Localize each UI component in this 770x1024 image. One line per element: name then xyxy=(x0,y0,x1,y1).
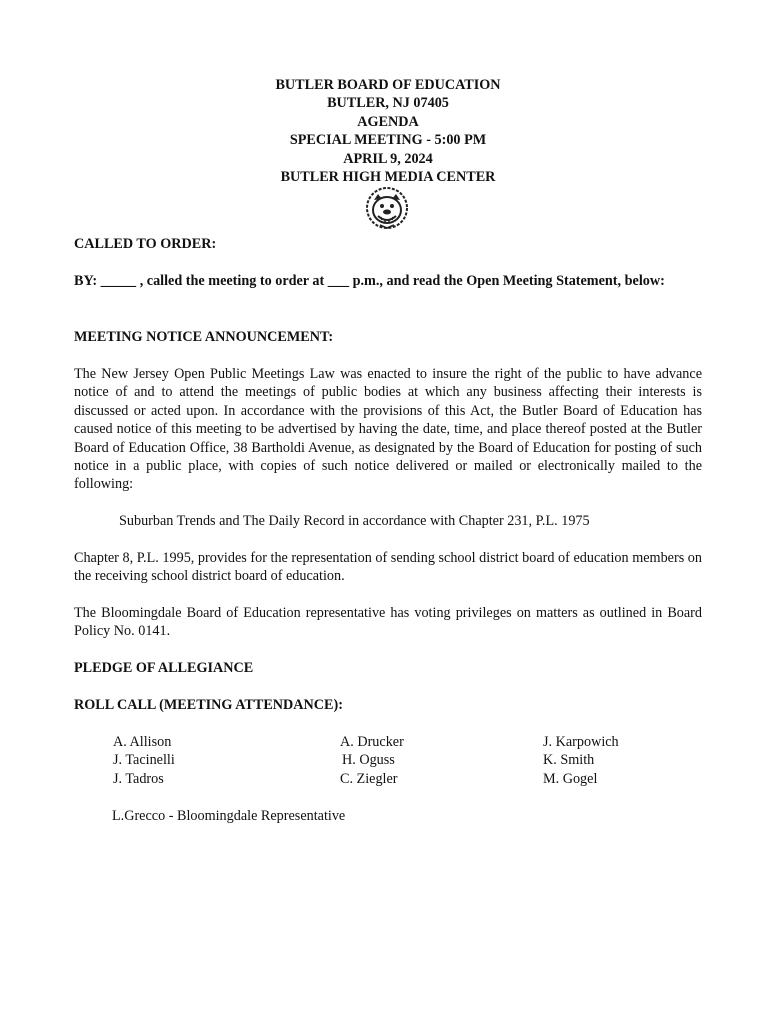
chapter-paragraph: Chapter 8, P.L. 1995, provides for the representation of sending school district board of education members on the receiving school district board of education. xyxy=(74,550,702,585)
header-agenda: AGENDA xyxy=(357,113,419,130)
meeting-notice-paragraph: The New Jersey Open Public Meetings Law was enacted to insure the right of the public to have advance notice of and to attend the meetings of public bodies at which any business affecting their interests is discussed or acted upon. In accordance with the provisions of this Act, the Butler Board of Education has caused notice of this meeting to be advertised by having the date, time, and place thereof posted at the Butler Board of Education Office, 38 Bartholdi Avenue, as designated by the Board of Education for posting of such notice in a public place, with copies of such notice delivered or mailed or electronically mailed to the following: xyxy=(74,366,702,493)
header-address: BUTLER, NJ 07405 xyxy=(327,95,449,112)
bulldog-mascot-icon xyxy=(365,186,409,230)
roll-call-column-1 xyxy=(113,733,175,788)
meeting-notice-heading: MEETING NOTICE ANNOUNCEMENT: xyxy=(74,329,334,345)
pledge-heading: PLEDGE OF ALLEGIANCE xyxy=(74,660,254,676)
member-name: J. Tacinelli xyxy=(113,752,175,769)
document-header xyxy=(0,76,770,186)
member-name: C. Ziegler xyxy=(340,770,398,787)
header-date: APRIL 9, 2024 xyxy=(343,150,433,167)
called-to-order-heading: CALLED TO ORDER: xyxy=(74,236,217,252)
member-name: A. Allison xyxy=(113,734,172,750)
member-name: K. Smith xyxy=(543,752,595,769)
header-meeting-type: SPECIAL MEETING - 5:00 PM xyxy=(289,132,487,149)
header-location: BUTLER HIGH MEDIA CENTER xyxy=(280,169,496,186)
bloomingdale-paragraph: The Bloomingdale Board of Education representative has voting privileges on matters as outlined in Board Policy No. 0141. xyxy=(74,605,702,640)
called-by-line: BY: _____ , called the meeting to order at ___ p.m., and read the Open Meeting Statement, below: xyxy=(74,273,665,289)
member-name: J. Tadros xyxy=(113,770,164,787)
member-name: M. Gogel xyxy=(543,770,598,787)
header-board-name: BUTLER BOARD OF EDUCATION xyxy=(275,77,501,93)
roll-call-heading: ROLL CALL (MEETING ATTENDANCE): xyxy=(74,697,343,713)
member-name: A. Drucker xyxy=(340,734,404,750)
bloomingdale-representative: L.Grecco - Bloomingdale Representative xyxy=(112,808,346,824)
newspapers-line: Suburban Trends and The Daily Record in accordance with Chapter 231, P.L. 1975 xyxy=(119,513,590,529)
roll-call-column-2 xyxy=(340,733,404,788)
member-name: H. Oguss xyxy=(342,752,395,769)
member-name: J. Karpowich xyxy=(543,734,619,750)
roll-call-column-3 xyxy=(543,733,619,788)
